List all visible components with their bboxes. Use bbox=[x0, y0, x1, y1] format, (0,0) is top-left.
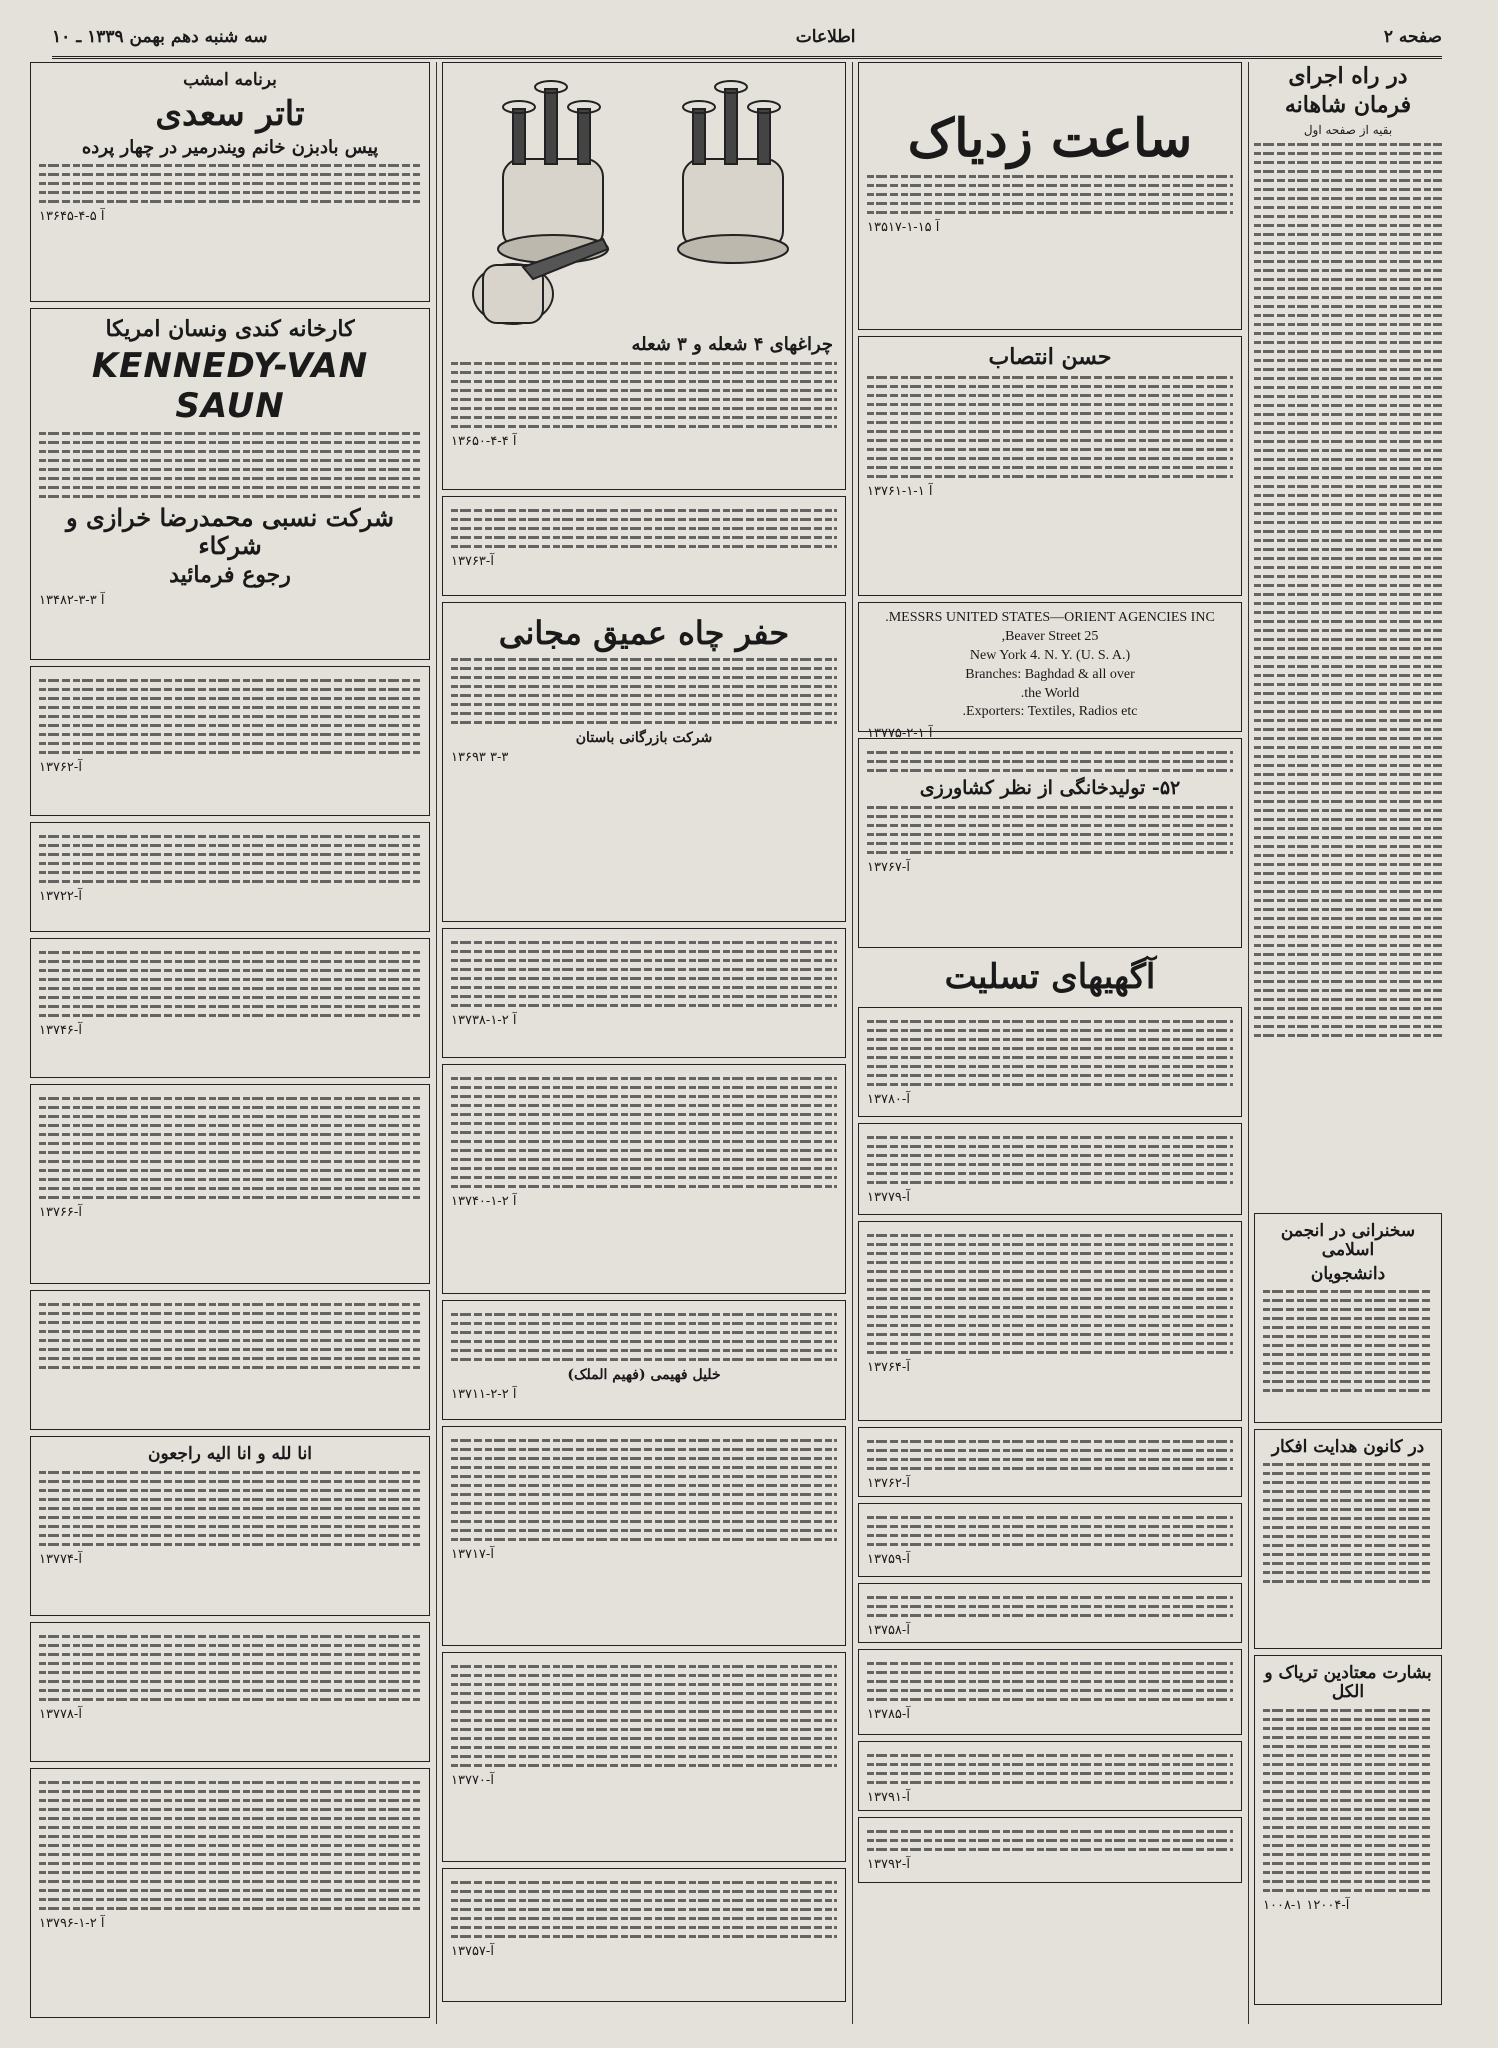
ad-code: ۱۳۷۹۱-آ bbox=[867, 1790, 910, 1806]
column-left bbox=[30, 62, 430, 2024]
messrs-ad bbox=[858, 602, 1242, 742]
kennedy-ad bbox=[30, 308, 430, 660]
ad-code: ۱۳۷۴۰-آ ۲-۱ bbox=[451, 1194, 517, 1209]
ad-code: ۱۳۷۹۲-آ bbox=[867, 1857, 910, 1873]
messrs-line: Branches: Baghdad & all over bbox=[965, 666, 1135, 682]
obituary-notice bbox=[442, 1064, 846, 1294]
column-divider bbox=[436, 62, 437, 2024]
obituary-notice bbox=[442, 1426, 846, 1646]
ad-code: ۱۳۷۴۶-آ bbox=[39, 1023, 82, 1038]
ad-code: ۱۳۴۸۲-آ ۳-۳ bbox=[39, 592, 105, 608]
masthead-rule bbox=[52, 56, 1442, 59]
zodiac-ad bbox=[858, 62, 1242, 330]
ad-code: ۱۳۷۶۱-آ ۱-۱ bbox=[867, 484, 933, 500]
ad-code: ۱۳۶۹۳ ۳-۳ bbox=[451, 749, 509, 765]
ad-code: ۱۳۷۷۹-آ bbox=[867, 1190, 910, 1206]
stove-illustration bbox=[453, 69, 837, 329]
obituary-notice bbox=[30, 1436, 430, 1616]
obituary-notice bbox=[30, 1084, 430, 1284]
obituary-notice bbox=[30, 822, 430, 932]
ad-code: ۱۳۷۶۴-آ bbox=[867, 1360, 910, 1376]
messrs-line: MESSRS UNITED STATES—ORIENT AGENCIES INC. bbox=[885, 610, 1215, 625]
condolence-notice bbox=[858, 1221, 1242, 1421]
theater-title: تاتر سعدی bbox=[155, 93, 305, 134]
notice-title: انا لله و انا الیه راجعون bbox=[147, 1444, 313, 1464]
ad-signature: خلیل فهیمی (فهیم الملک) bbox=[567, 1367, 721, 1383]
messrs-line: 25 Beaver Street, bbox=[1001, 628, 1099, 644]
obituary-notice bbox=[30, 1622, 430, 1762]
condolence-notice bbox=[858, 1123, 1242, 1215]
page-number: صفحه ۲ bbox=[1383, 27, 1442, 47]
condolence-notice bbox=[858, 1503, 1242, 1577]
condolence-notice bbox=[858, 1427, 1242, 1497]
messrs-line: the World. bbox=[1020, 685, 1080, 701]
ad-code: ۱۳۷۶۲-آ bbox=[867, 1476, 910, 1492]
ad-box bbox=[1254, 1655, 1442, 2005]
obituary-notice bbox=[30, 666, 430, 816]
ad-code: ۱۳۷۷۵-آ ۱-۲ bbox=[867, 726, 933, 742]
ad-code: ۱۳۷۹۶-آ ۲-۱ bbox=[39, 1916, 105, 1931]
ad-code: ۱۰۰۸-۱ ۱۲۰۰۴-آ bbox=[1263, 1897, 1350, 1913]
play-title: پیس بادبزن خانم ویندرمیر در چهار پرده bbox=[81, 136, 379, 158]
ad-code: ۱۳۵۱۷-آ ۱۵-۱ bbox=[867, 219, 940, 235]
ad-code: ۱۳۷۸۰-آ bbox=[867, 1092, 910, 1108]
article-title: حسن انتصاب bbox=[988, 344, 1112, 370]
article-body bbox=[1254, 143, 1442, 1213]
ad-code: ۱۳۷۷۸-آ bbox=[39, 1707, 82, 1722]
ad-title-en: KENNEDY-VAN SAUN bbox=[91, 346, 369, 427]
ad-code: ۱۳۷۲۲-آ bbox=[39, 889, 82, 904]
program-title: برنامه امشب bbox=[183, 70, 277, 90]
column-divider bbox=[852, 62, 853, 2024]
ad-code: ۱۳۷۸۵-آ bbox=[867, 1707, 910, 1723]
ad-code: ۱۳۷۱۱-آ ۲-۲ bbox=[451, 1387, 517, 1402]
column-2 bbox=[858, 62, 1242, 2024]
book-ad bbox=[858, 738, 1242, 948]
ad-title: حفر چاه عمیق مجانی bbox=[498, 614, 790, 652]
issue-date: سه شنبه دهم بهمن ۱۳۳۹ ـ ۱۰ bbox=[52, 27, 268, 47]
column-right bbox=[1254, 62, 1442, 2024]
messrs-line: New York 4. N. Y. (U. S. A.) bbox=[969, 647, 1131, 663]
ad-code: ۱۳۷۵۷-آ bbox=[451, 1944, 494, 1959]
obituary-notice bbox=[442, 1652, 846, 1862]
condolence-notice bbox=[858, 1583, 1242, 1643]
ad-code: ۱۳۶۴۵-آ ۵-۴ bbox=[39, 209, 105, 225]
condolence-notice bbox=[858, 1649, 1242, 1735]
ad-code: ۱۳۷۵۹-آ bbox=[867, 1552, 910, 1568]
obituary-notice bbox=[30, 1768, 430, 2018]
ad-signature: شرکت بازرگانی باستان bbox=[575, 729, 713, 746]
continued-note: بقیه از صفحه اول bbox=[1303, 122, 1393, 137]
messrs-line: Exporters: Textiles, Radios etc. bbox=[962, 704, 1138, 720]
obituary-notice bbox=[442, 1868, 846, 2002]
thanks-notice bbox=[442, 496, 846, 596]
ad-code: ۱۳۷۷۴-آ bbox=[39, 1551, 82, 1567]
ad-code: ۱۳۷۱۷-آ bbox=[451, 1547, 494, 1562]
ad-title: چراغهای ۴ شعله و ۳ شعله bbox=[631, 334, 833, 355]
ad-title: کارخانه کندی ونسان امریکا bbox=[105, 316, 355, 342]
ad-title: ساعت زدیاک bbox=[907, 108, 1193, 169]
article-title: دانشجویان bbox=[1310, 1263, 1386, 1284]
ad-code: ۱۳۷۶۳-آ bbox=[451, 554, 494, 569]
obituary-notice bbox=[442, 928, 846, 1058]
ad-code: ۱۳۷۶۷-آ bbox=[867, 859, 910, 875]
ad-title: ۵۲- تولیدخانگی از نظر کشاورزی bbox=[919, 777, 1181, 799]
ad-code: ۱۳۷۶۶-آ bbox=[39, 1205, 82, 1220]
column-3 bbox=[442, 62, 846, 2024]
section-title: آگهیهای تسلیت bbox=[944, 957, 1156, 997]
obituary-notice bbox=[442, 1300, 846, 1420]
news-box bbox=[1254, 1213, 1442, 1423]
well-ad bbox=[442, 602, 846, 922]
ad-code: ۱۳۷۶۲-آ bbox=[39, 760, 82, 775]
ad-code: ۱۳۷۵۸-آ bbox=[867, 1623, 910, 1639]
theater-ad bbox=[30, 62, 430, 302]
condolence-notice bbox=[858, 1741, 1242, 1811]
column-divider bbox=[1248, 62, 1249, 2024]
ad-title: بشارت معتادین تریاک و الکل bbox=[1264, 1662, 1432, 1703]
company-name: شرکت نسبی محمدرضا خرازی و شرکاء bbox=[66, 503, 394, 560]
ad-code: ۱۳۶۵۰-آ ۴-۴ bbox=[451, 433, 517, 449]
condolence-notice bbox=[858, 1817, 1242, 1883]
masthead bbox=[52, 18, 1442, 56]
appointment-box bbox=[858, 336, 1242, 596]
lamp-ad bbox=[442, 62, 846, 490]
newspaper-name: اطلاعات bbox=[795, 27, 856, 47]
ad-contact: رجوع فرمائید bbox=[169, 562, 291, 589]
obituary-notice bbox=[30, 1290, 430, 1430]
ad-code: ۱۳۷۷۰-آ bbox=[451, 1773, 494, 1788]
news-box bbox=[1254, 1429, 1442, 1649]
article-title: در راه اجرای bbox=[1288, 63, 1408, 89]
obituary-notice bbox=[30, 938, 430, 1078]
condolence-notice bbox=[858, 1007, 1242, 1117]
article-title: سخنرانی در انجمن اسلامی bbox=[1280, 1220, 1416, 1261]
ad-code: ۱۳۷۳۸-آ ۲-۱ bbox=[451, 1013, 517, 1028]
article-title: فرمان شاهانه bbox=[1284, 92, 1412, 119]
article-title: در کانون هدایت افکار bbox=[1271, 1436, 1425, 1457]
